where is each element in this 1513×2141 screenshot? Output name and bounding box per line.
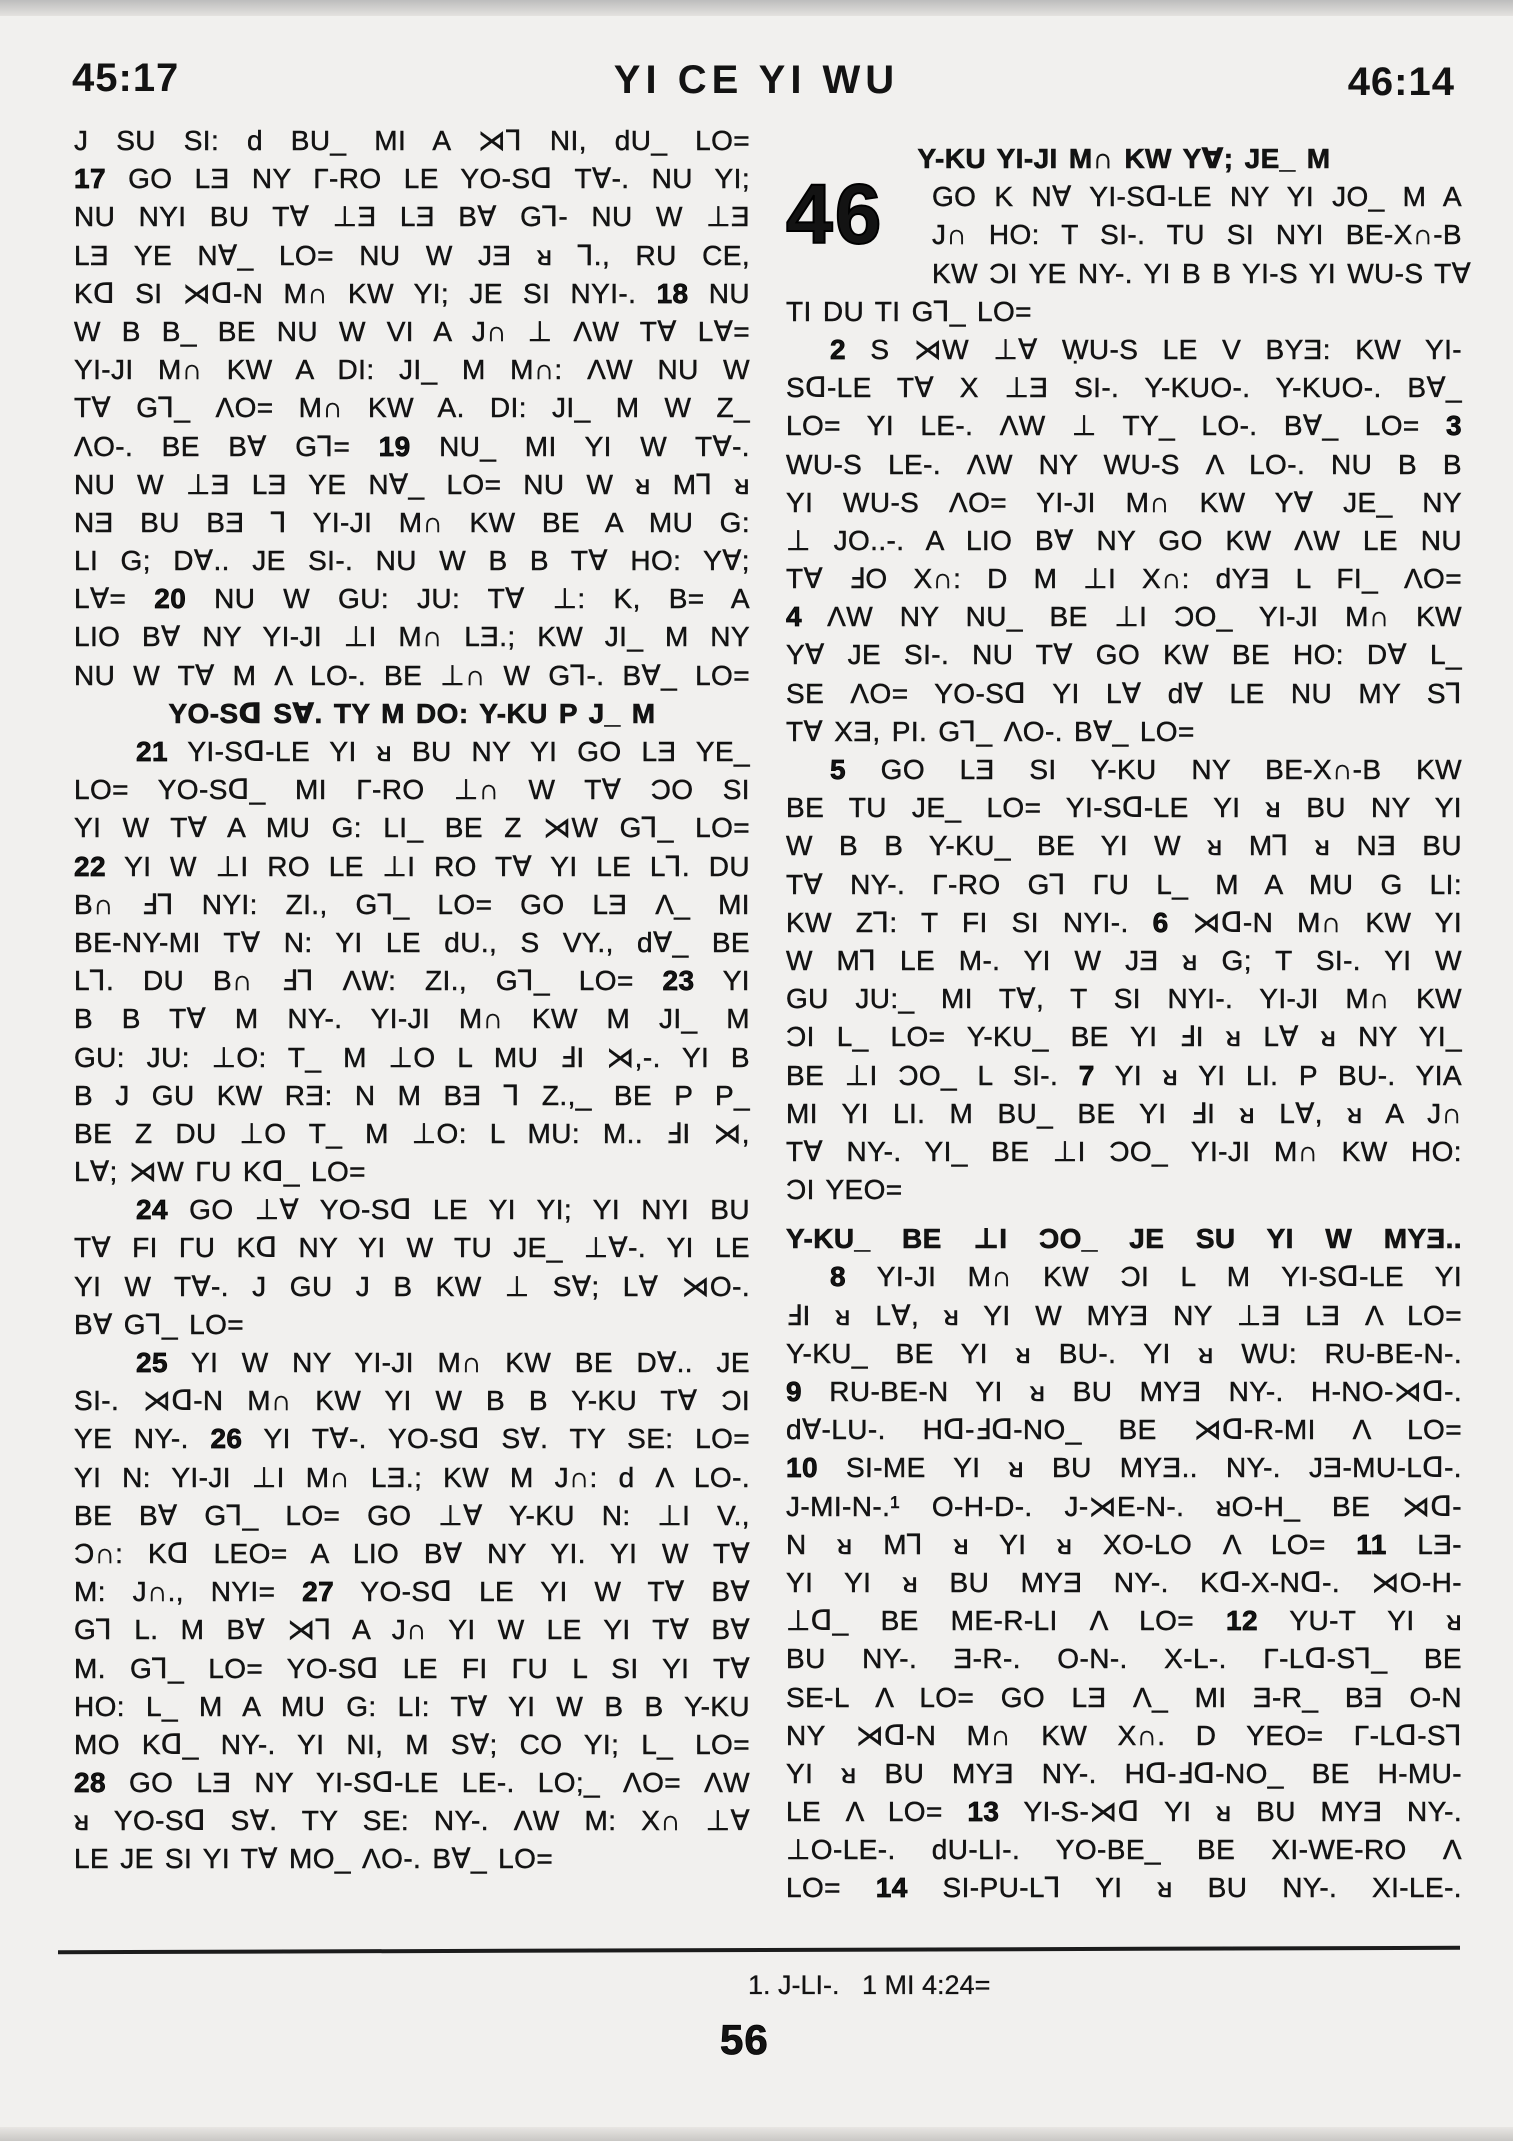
verse-number: 14 xyxy=(875,1872,908,1904)
text-line: BE TU JE_ LO= YI-Sᗡ-LE YI ᴚ BU NY YI xyxy=(786,792,1462,824)
text-line: BE ⊥I ƆO_ L SI-. 7 YI ᴚ YI LI. P BU-. YIA xyxy=(786,1059,1462,1091)
verse-number: 13 xyxy=(967,1796,1000,1828)
text-line: B J GU KW RƎ: N M BƎ ⅂ Z.,_ BE P P_ xyxy=(74,1079,750,1111)
footnote-rule xyxy=(58,1946,1460,1954)
verse-number: 6 xyxy=(1152,906,1169,938)
text-line: Y-KU_ BE YI ᴚ BU-. YI ᴚ WU: RU-BE-N-. xyxy=(786,1337,1462,1369)
verse-number: 27 xyxy=(302,1576,335,1608)
verse-number: 22 xyxy=(74,850,106,882)
text-line: d∀-LU-. Hᗡ-Ⅎᗡ-NO_ BE ⋊ᗡ-R-MI Λ LO= xyxy=(786,1414,1462,1446)
text-line: HO: L_ M A MU G: LI: T∀ YI W B B Y-KU xyxy=(74,1690,750,1722)
text-line: LO= 14 SI-PU-L⅂ YI ᴚ BU NY-. XI-LE-. xyxy=(786,1872,1462,1904)
text-line: SI-. ⋊ᗡ-N M∩ KW YI W B B Y-KU T∀ ƆI xyxy=(74,1385,750,1417)
text-line: GU JU:_ MI T∀, T SI NYI-. YI-JI M∩ KW xyxy=(786,983,1462,1015)
text-line: YI N: YI-JI ⊥I M∩ LƎ.; KW M J∩: d Λ LO-. xyxy=(74,1461,750,1493)
text-line: 9 RU-BE-N YI ᴚ BU MYƎ NY-. H-NO-⋊ᗡ-. xyxy=(786,1376,1462,1407)
text-line: 5 GO LƎ SI Y-KU NY BE-X∩-B KW xyxy=(830,754,1462,785)
text-line: G⅂ L. M B∀ ⋊⅂ A J∩ YI W LE YI T∀ B∀ xyxy=(74,1614,750,1646)
text-line: BE B∀ G⅂_ LO= GO ⊥∀ Y-KU N: ⊥I V., xyxy=(74,1499,750,1531)
text-line: SE ΛO= YO-Sᗡ YI L∀ d∀ LE NU MY S⅂ xyxy=(786,677,1462,709)
text-line: ⊥ JO..-. A LIO B∀ NY GO KW ΛW LE NU xyxy=(786,524,1462,556)
header-verse-ref-right: 46:14 xyxy=(1347,60,1455,104)
text-line: SE-L Λ LO= GO LƎ Λ_ MI Ǝ-R_ BƎ O-N xyxy=(786,1681,1462,1713)
text-line: B B T∀ M NY-. YI-JI M∩ KW M JI_ M xyxy=(74,1003,750,1035)
verse-number: 2 xyxy=(830,333,846,365)
text-line: KW Z⅂: T FI SI NYI-. 6 ⋊ᗡ-N M∩ KW YI xyxy=(786,906,1462,938)
book-title: YI CE YI WU xyxy=(613,58,900,102)
text-line: T∀ FI ΓU Kᗡ NY YI W TU JE_ ⊥∀-. YI LE xyxy=(74,1232,750,1264)
text-line: NY ⋊ᗡ-N M∩ KW X∩. D YEO= Γ-Lᗡ-S⅂ xyxy=(786,1719,1462,1751)
text-line: LO= YI LE-. ΛW ⊥ TY_ LO-. B∀_ LO= 3 xyxy=(786,410,1462,442)
text-line: ℲI ᴚ L∀, ᴚ YI W MYƎ NY ⊥Ǝ LƎ Λ LO= xyxy=(786,1299,1462,1331)
text-line: 25 YI W NY YI-JI M∩ KW BE D∀.. JE xyxy=(136,1347,750,1378)
scan-edge-bottom xyxy=(0,2127,1513,2141)
text-line: MI YI LI. M BU_ BE YI ℲI ᴚ L∀, ᴚ A J∩ xyxy=(786,1097,1462,1129)
text-line: T∀ NY-. YI_ BE ⊥I ƆO_ YI-JI M∩ KW HO: xyxy=(786,1135,1462,1167)
text-line: T∀ G⅂_ ΛO= M∩ KW A. DI: JI_ M W Z_ xyxy=(74,392,750,424)
verse-number: 12 xyxy=(1226,1605,1258,1637)
text-line: MO Kᗡ_ NY-. YI NI, M S∀; CO YI; L_ LO= xyxy=(74,1728,750,1760)
verse-number: 9 xyxy=(786,1376,802,1407)
text-line: J SU SI: d BU_ MI A ⋊⅂ NI, dU_ LO= xyxy=(74,125,750,156)
text-line: YI YI ᴚ BU MYƎ NY-. Kᗡ-X-Nᗡ-. ⋊O-H- xyxy=(786,1566,1462,1598)
verse-number: 26 xyxy=(210,1423,243,1455)
text-line: BU NY-. Ǝ-R-. O-N-. X-L-. Γ-Lᗡ-S⅂_ BE xyxy=(786,1643,1462,1675)
text-line: LI G; D∀.. JE SI-. NU W B B T∀ HO: Y∀; xyxy=(74,545,750,577)
text-line: LO= YO-Sᗡ_ MI Γ-RO ⊥∩ W T∀ ƆO SI xyxy=(74,774,750,806)
text-line: GU: JU: ⊥O: T_ M ⊥O L MU ℲI ⋊,-. YI B xyxy=(74,1041,750,1073)
text-line: W B B_ BE NU W VI A J∩ ⊥ ΛW T∀ L∀= xyxy=(74,315,750,347)
text-line: NU W T∀ M Λ LO-. BE ⊥∩ W G⅂-. B∀_ LO= xyxy=(74,659,750,691)
verse-number: 18 xyxy=(656,277,689,309)
section-heading: Y-KU YI-JI M∩ KW Y∀; JE_ M xyxy=(917,143,1331,174)
text-line: Ɔ∩: Kᗡ LEO= A LIO B∀ NY YI. YI W T∀ xyxy=(74,1537,750,1569)
text-line: YI W T∀ A MU G: LI_ BE Z ⋊W G⅂_ LO= xyxy=(74,812,750,844)
text-line: B∩ Ⅎ⅂ NYI: ZI., G⅂_ LO= GO LƎ Λ_ MI xyxy=(74,888,750,920)
text-line: T∀ XƎ, PI. G⅂_ ΛO-. B∀_ LO= xyxy=(786,715,1195,747)
text-line: L⅂. DU B∩ Ⅎ⅂ ΛW: ZI., G⅂_ LO= 23 YI xyxy=(74,965,750,997)
chapter-number: 46 xyxy=(786,167,884,262)
text-line: BE Z DU ⊥O T_ M ⊥O: L MU: M.. ℲI ⋊, xyxy=(74,1117,750,1149)
text-line: YI-JI M∩ KW A DI: JI_ M M∩: ΛW NU W xyxy=(74,354,750,386)
text-line: T∀ NY-. Γ-RO G⅂ ΓU L_ M A MU G LI: xyxy=(786,868,1462,900)
verse-number: 23 xyxy=(662,965,695,997)
text-line: L∀; ⋊W ΓU Kᗡ_ LO= xyxy=(74,1156,366,1188)
text-column-right xyxy=(786,140,1472,1908)
text-line: GO K N∀ YI-Sᗡ-LE NY YI JO_ M A xyxy=(932,181,1462,213)
text-line: M: J∩., NYI= 27 YO-Sᗡ LE YI W T∀ B∀ xyxy=(74,1576,751,1608)
verse-number: 17 xyxy=(74,163,106,195)
text-line: ᴚ YO-Sᗡ S∀. TY SE: NY-. ΛW M: X∩ ⊥∀ xyxy=(74,1805,750,1837)
text-line: T∀ ℲO X∩: D M ⊥I X∩: dYƎ L FI_ ΛO= xyxy=(786,563,1462,595)
text-line: ƆI YEO= xyxy=(786,1174,903,1206)
text-line: LIO B∀ NY YI-JI ⊥I M∩ LƎ.; KW JI_ M NY xyxy=(74,621,750,653)
running-header xyxy=(0,56,1513,106)
page-number: 56 xyxy=(720,2016,769,2063)
text-line: ΛO-. BE B∀ G⅂= 19 NU_ MI YI W T∀-. xyxy=(74,430,750,462)
text-line: ⊥ᗡ_ BE ME-R-LI Λ LO= 12 YU-T YI ᴚ xyxy=(786,1605,1463,1637)
scan-edge-top xyxy=(0,0,1513,16)
text-line: 8 YI-JI M∩ KW ƆI L M YI-Sᗡ-LE YI xyxy=(830,1261,1462,1293)
text-line: Sᗡ-LE T∀ X ⊥Ǝ SI-. Y-KUO-. Y-KUO-. B∀_ xyxy=(786,372,1462,404)
text-line: YI W T∀-. J GU J B KW ⊥ S∀; L∀ ⋊O-. xyxy=(74,1270,750,1302)
text-line: Y∀ JE SI-. NU T∀ GO KW BE HO: D∀ L_ xyxy=(786,639,1462,671)
section-heading: YO-Sᗡ S∀. TY M DO: Y-KU P J_ M xyxy=(168,697,656,729)
text-line: YI WU-S ΛO= YI-JI M∩ KW Y∀ JE_ NY xyxy=(786,486,1462,518)
text-line: Kᗡ SI ⋊ᗡ-N M∩ KW YI; JE SI NYI-. 18 NU xyxy=(74,277,750,309)
text-line: 28 GO LƎ NY YI-Sᗡ-LE LE-. LO;_ ΛO= ΛW xyxy=(74,1767,750,1799)
text-line: B∀ G⅂_ LO= xyxy=(74,1308,245,1340)
verse-number: 8 xyxy=(830,1261,846,1293)
text-line: 10 SI-ME YI ᴚ BU MYƎ.. NY-. JƎ-MU-Lᗡ-. xyxy=(786,1452,1462,1484)
text-line: LƎ YE N∀_ LO= NU W JƎ ᴚ ⅂., RU CE, xyxy=(74,239,750,271)
text-line: WU-S LE-. ΛW NY WU-S Λ LO-. NU B B xyxy=(786,448,1462,480)
text-line: TI DU TI G⅂_ LO= xyxy=(786,295,1032,327)
verse-number: 3 xyxy=(1446,410,1462,442)
text-column-left xyxy=(74,122,750,1879)
text-line: ⊥O-LE-. dU-LI-. YO-BE_ BE XI-WE-RO Λ xyxy=(786,1834,1462,1866)
text-line: 17 GO LƎ NY Γ-RO LE YO-Sᗡ T∀-. NU YI; xyxy=(74,163,750,195)
verse-number: 20 xyxy=(154,583,187,615)
verse-number: 7 xyxy=(1078,1059,1095,1091)
text-line: LE Λ LO= 13 YI-S-⋊ᗡ YI ᴚ BU MYƎ NY-. xyxy=(786,1796,1462,1828)
verse-number: 24 xyxy=(136,1194,168,1226)
text-line: J∩ HO: T SI-. TU SI NYI BE-X∩-B xyxy=(932,219,1462,251)
text-line: KW ƆI YE NY-. YI B B YI-S YI WU-S T∀ xyxy=(932,257,1472,289)
text-line: LE JE SI YI T∀ MO_ ΛO-. B∀_ LO= xyxy=(74,1843,554,1875)
text-line: 4 ΛW NY NU_ BE ⊥I ƆO_ YI-JI M∩ KW xyxy=(786,601,1462,633)
text-line: L∀= 20 NU W GU: JU: T∀ ⊥: K, B= A xyxy=(74,583,750,615)
text-line: NU NYI BU T∀ ⊥Ǝ LƎ B∀ G⅂- NU W ⊥Ǝ xyxy=(74,201,750,233)
header-verse-ref-left: 45:17 xyxy=(72,56,180,100)
verse-number: 5 xyxy=(830,754,846,785)
text-line: N ᴚ M⅂ ᴚ YI ᴚ XO-LO Λ LO= 11 LƎ- xyxy=(786,1528,1462,1560)
text-line: J-MI-N-.¹ O-H-D-. J-⋊E-N-. ᴚO-H_ BE ⋊ᗡ- xyxy=(786,1490,1462,1522)
verse-number: 28 xyxy=(74,1767,106,1799)
verse-number: 10 xyxy=(786,1452,818,1484)
text-line: M. G⅂_ LO= YO-Sᗡ LE FI ΓU L SI YI T∀ xyxy=(74,1652,750,1684)
verse-number: 19 xyxy=(378,430,411,462)
text-line: 21 YI-Sᗡ-LE YI ᴚ BU NY YI GO LƎ YE_ xyxy=(136,736,750,767)
verse-number: 21 xyxy=(136,736,168,767)
text-line: YE NY-. 26 YI T∀-. YO-Sᗡ S∀. TY SE: LO= xyxy=(74,1423,750,1455)
section-heading: Y-KU_ BE ⊥I ƆO_ JE SU YI W MYƎ.. xyxy=(786,1223,1462,1255)
verse-number: 4 xyxy=(786,601,802,633)
text-line: YI ᴚ BU MYƎ NY-. Hᗡ-Ⅎᗡ-NO_ BE H-MU- xyxy=(786,1757,1462,1789)
verse-number: 25 xyxy=(136,1347,168,1378)
text-line: BE-NY-MI T∀ N: YI LE dU., S VY., d∀_ BE xyxy=(74,926,750,958)
text-line: 22 YI W ⊥I RO LE ⊥I RO T∀ YI LE L⅂. DU xyxy=(74,850,750,882)
text-line: NƎ BU BƎ ⅂ YI-JI M∩ KW BE A MU G: xyxy=(74,506,750,538)
text-line: W M⅂ LE M-. YI W JƎ ᴚ G; T SI-. YI W xyxy=(786,944,1462,976)
text-line: ƆI L_ LO= Y-KU_ BE YI ℲI ᴚ L∀ ᴚ NY YI_ xyxy=(786,1021,1462,1053)
verse-number: 11 xyxy=(1356,1528,1387,1560)
footnote: 1. J-LI-. 1 MI 4:24= xyxy=(748,1970,991,2000)
text-line: 24 GO ⊥∀ YO-Sᗡ LE YI YI; YI NYI BU xyxy=(136,1194,750,1226)
text-line: W B B Y-KU_ BE YI W ᴚ M⅂ ᴚ NƎ BU xyxy=(786,830,1462,862)
text-line: NU W ⊥Ǝ LƎ YE N∀_ LO= NU W ᴚ M⅂ ᴚ xyxy=(74,468,750,500)
text-line: 2 S ⋊W ⊥∀ ẈU-S LE V BYƎ: KW YI- xyxy=(830,333,1462,365)
